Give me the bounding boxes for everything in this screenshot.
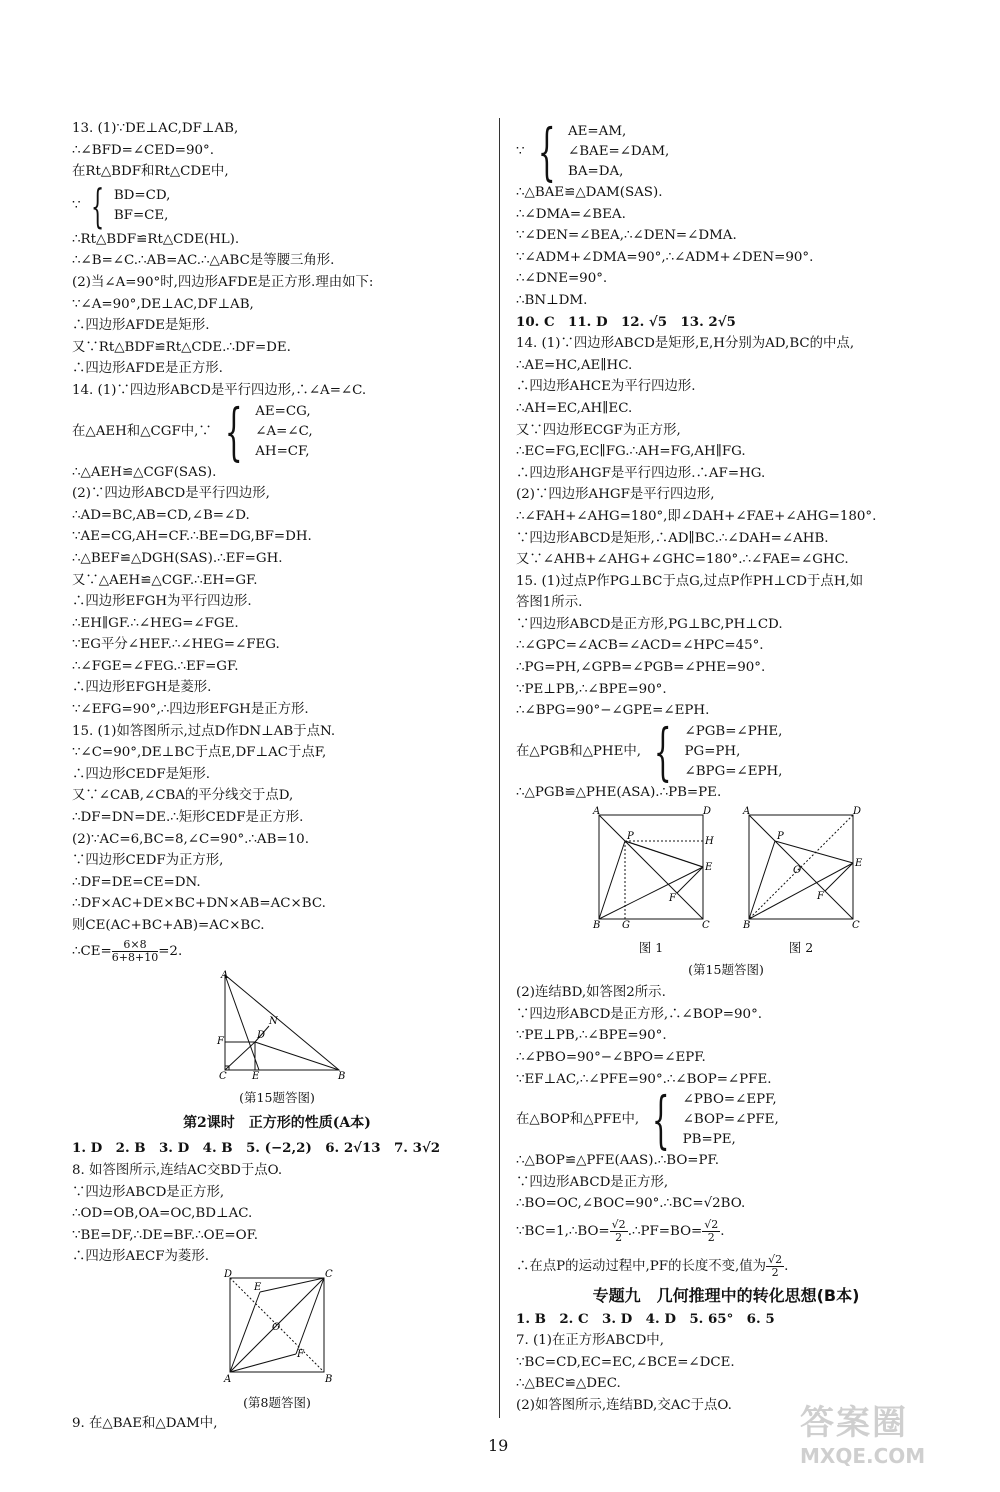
- text-line: ∴AE=HC,AE∥HC.: [516, 357, 633, 373]
- fraction-suffix: =2.: [158, 943, 183, 959]
- fraction-suffix: .: [784, 1258, 789, 1274]
- text-line: ∵∠EFG=90°,∴四边形EFGH是正方形.: [72, 702, 309, 718]
- label-E: E: [705, 862, 713, 874]
- brace-item: ∠PBO=∠EPF,: [682, 1092, 777, 1108]
- label-P: P: [627, 831, 634, 843]
- column-divider: [499, 118, 500, 1418]
- fraction: [766, 1254, 784, 1279]
- brace-item: ∠BOP=∠PFE,: [682, 1112, 779, 1128]
- text-line: (2)∵四边形AHGF是平行四边形,: [516, 487, 715, 503]
- triangle-diagram: [207, 970, 347, 1080]
- text-line: ∵BC=CD,EC=EC,∠BCE=∠DCE.: [516, 1354, 735, 1370]
- label-C: C: [852, 920, 860, 932]
- left-column: [72, 118, 482, 1435]
- text-line: 在Rt△BDF和Rt△CDE中,: [72, 164, 229, 180]
- brace-group: [72, 394, 482, 468]
- figure-15-left: [72, 970, 482, 1109]
- text-line: ∴△AEH≌△CGF(SAS).: [72, 464, 217, 480]
- text-line: ∴∠BPG=90°−∠GPE=∠EPH.: [516, 703, 710, 719]
- square-diagram-1: [591, 806, 714, 932]
- figure-8: [72, 1268, 482, 1413]
- text-line: ∵BE=DF,∴DE=BF.∴OE=OF.: [72, 1227, 259, 1243]
- label-B: B: [593, 920, 601, 932]
- label-D: D: [257, 1029, 266, 1041]
- text-line: ∵四边形CEDF为正方形,: [72, 853, 224, 869]
- text-line: ∴四边形AFDE是正方形.: [72, 361, 223, 377]
- figure-caption: 图 1: [638, 940, 664, 956]
- fraction-denominator: 6+8+10: [111, 950, 159, 964]
- brace-item: ∠A=∠C,: [255, 423, 313, 439]
- text-line: ∴△BAE≌△DAM(SAS).: [516, 185, 663, 200]
- brace-item: BF=CE,: [113, 207, 169, 223]
- label-C: C: [702, 920, 710, 932]
- brace-item: BD=CD,: [113, 187, 171, 203]
- fraction: [112, 939, 158, 964]
- square-diagram-2: [741, 806, 863, 932]
- label-G: G: [622, 920, 630, 932]
- text-line: ∴四边形AECF为菱形.: [72, 1249, 209, 1265]
- text-line: ∴∠PBO=90°−∠BPO=∠EPF.: [516, 1050, 706, 1065]
- text-line: (2)∵AC=6,BC=8,∠C=90°.∴AB=10.: [72, 831, 309, 847]
- text-line: 9. 在△BAE和△DAM中,: [72, 1416, 218, 1432]
- text-line: 15. (1)如答图所示,过点D作DN⊥AB于点N.: [72, 723, 336, 739]
- text-line: (2)∵四边形ABCD是平行四边形,: [72, 486, 270, 502]
- text-line: 13. (1)∵DE⊥AC,DF⊥AB,: [72, 121, 239, 136]
- text-line: ∴四边形EFGH为平行四边形.: [72, 594, 252, 610]
- fraction-denominator: 2: [615, 1230, 623, 1244]
- topic-title: 专题九 几何推理中的转化思想(B本): [592, 1285, 860, 1305]
- fraction-line: [72, 939, 482, 964]
- text-line: 7. (1)在正方形ABCD中,: [516, 1333, 664, 1349]
- figure-1: [591, 806, 714, 958]
- brace-group: [516, 714, 936, 788]
- fraction-prefix: ∴CE=: [72, 943, 112, 959]
- text-line: 14. (1)∵四边形ABCD是矩形,E,H分别为AD,BC的中点,: [516, 336, 855, 352]
- text-line: 又∵∠CAB,∠CBA的平分线交于点D,: [72, 788, 294, 804]
- text-line: ∴四边形CEDF是矩形.: [72, 766, 211, 782]
- label-B: B: [338, 1070, 346, 1082]
- watermark: [800, 1395, 980, 1485]
- label-E: E: [254, 1281, 262, 1293]
- label-O: O: [272, 1321, 281, 1333]
- fraction: [610, 1219, 628, 1244]
- label-F: F: [669, 893, 676, 905]
- text-line: ∴AD=BC,AB=CD,∠B=∠D.: [72, 507, 250, 523]
- label-A: A: [224, 1373, 232, 1385]
- text-line: ∵四边形ABCD是正方形,: [516, 1174, 669, 1190]
- text-line: 则CE(AC+BC+AB)=AC×BC.: [72, 918, 265, 933]
- fraction: [702, 1219, 720, 1244]
- text-line: ∴∠GPC=∠ACB=∠ACD=∠HPC=45°.: [516, 638, 764, 654]
- text-line: 又∵∠AHB+∠AHG+∠GHC=180°.∴∠FAE=∠GHC.: [516, 552, 849, 568]
- text-line: 14. (1)∵四边形ABCD是平行四边形,∴∠A=∠C.: [72, 382, 367, 398]
- brace-item: ∠BAE=∠DAM,: [567, 144, 670, 159]
- fraction-numerator: 6×8: [112, 939, 158, 952]
- q13-block: [72, 118, 482, 380]
- fraction-numerator: √2: [704, 1217, 719, 1231]
- fraction-denominator: 2: [771, 1265, 779, 1279]
- text-line: ∴△BEF≌△DGH(SAS).∴EF=GH.: [72, 550, 283, 566]
- label-E: E: [252, 1070, 260, 1082]
- label-P: P: [777, 831, 784, 843]
- watermark-url: MXQE.COM: [800, 1444, 926, 1468]
- answers-line: 1. B 2. C 3. D 4. D 5. 65° 6. 5: [516, 1310, 775, 1327]
- brace-icon: {: [652, 1083, 670, 1157]
- text-line: ∵EF⊥AC,∴∠PFE=90°.∴∠BOP=∠PFE.: [516, 1071, 772, 1087]
- brace-group: [516, 115, 936, 188]
- brace-item: AH=CF,: [255, 443, 310, 459]
- watermark-logo-text: 答案圈: [800, 1403, 908, 1443]
- label-D: D: [224, 1268, 233, 1280]
- text-line: ∵PE⊥PB,∴∠BPE=90°.: [516, 1028, 667, 1044]
- label-B: B: [325, 1373, 333, 1385]
- right-column: [516, 115, 936, 1417]
- brace-item: ∠PGB=∠PHE,: [684, 723, 783, 739]
- brace-item: PB=PE,: [682, 1132, 736, 1148]
- text-line: ∵∠A=90°,DE⊥AC,DF⊥AB,: [72, 296, 254, 312]
- brace-icon: {: [653, 714, 672, 788]
- text-line: ∴Rt△BDF≌Rt△CDE(HL).: [72, 231, 240, 247]
- brace-icon: {: [224, 394, 243, 468]
- text-line: ∴PG=PH,∠GPB=∠PGB=∠PHE=90°.: [516, 660, 766, 676]
- text-line: ∴四边形EFGH是菱形.: [72, 680, 212, 696]
- label-A: A: [743, 806, 751, 818]
- label-A: A: [221, 969, 229, 981]
- figure-caption: (第8题答图): [243, 1394, 311, 1410]
- figure-2: [741, 807, 861, 958]
- text-line: ∴EC=FG,EC∥FG.∴AH=FG,AH∥FG.: [516, 444, 746, 460]
- text-line: ∵四边形ABCD是正方形,PG⊥BC,PH⊥CD.: [516, 616, 783, 632]
- text-line: ∴∠FGE=∠FEG.∴EF=GF.: [72, 658, 239, 674]
- fraction-numerator: √2: [611, 1217, 626, 1231]
- brace-item: ∠BPG=∠EPH,: [684, 763, 783, 779]
- brace-icon: {: [90, 178, 104, 233]
- brace-group: [516, 1083, 936, 1157]
- text-line: ∴四边形AHCE为平行四边形.: [516, 379, 696, 395]
- answers-line: 10. C 11. D 12. √5 13. 2√5: [516, 313, 736, 330]
- figure-caption: (第15题答图): [688, 961, 764, 977]
- label-O: O: [793, 865, 802, 877]
- brace-group: [72, 178, 482, 233]
- text-line: ∴∠BFD=∠CED=90°.: [72, 142, 215, 158]
- square-diagram: [222, 1268, 333, 1385]
- text-line: ∵AE=CG,AH=CF.∴BE=DG,BF=DH.: [72, 529, 312, 545]
- text-line: 又∵△AEH≌△CGF.∴EH=GF.: [72, 572, 258, 588]
- brace-item: AE=CG,: [255, 403, 311, 419]
- text-line: ∴四边形AHGF是平行四边形.∴AF=HG.: [516, 465, 766, 481]
- text-line: ∴DF=DN=DE.∴矩形CEDF是正方形.: [72, 810, 304, 826]
- text-line: (2)连结BD,如答图2所示.: [516, 985, 666, 1001]
- answers-line: 1. D 2. B 3. D 4. B 5. (−2,2) 6. 2√13 7. 3√2: [72, 1140, 441, 1157]
- fraction-middle: .∴PF=BO=: [627, 1223, 703, 1239]
- brace-prefix: 在△PGB和△PHE中,: [516, 744, 642, 760]
- figure-caption: 图 2: [788, 940, 814, 956]
- label-D: D: [853, 806, 862, 818]
- text-line: ∴∠FAH+∠AHG=180°,即∠DAH+∠FAE+∠AHG=180°.: [516, 508, 877, 524]
- brace-icon: {: [537, 115, 556, 188]
- label-F: F: [297, 1348, 304, 1360]
- label-E: E: [855, 858, 863, 870]
- text-line: 答图1所示.: [516, 595, 583, 611]
- fraction-line: [516, 1254, 936, 1279]
- label-C: C: [325, 1268, 333, 1280]
- brace-prefix: 在△AEH和△CGF中,∵: [72, 423, 212, 439]
- text-line: ∵EG平分∠HEF.∴∠HEG=∠FEG.: [72, 637, 280, 653]
- label-A: A: [593, 806, 601, 818]
- text-line: ∴△BOP≌△PFE(AAS).∴BO=PF.: [516, 1153, 719, 1169]
- text-line: ∵四边形ABCD是正方形,: [72, 1184, 225, 1200]
- text-line: 又∵Rt△BDF≌Rt△CDE.∴DF=DE.: [72, 339, 291, 355]
- text-line: ∴四边形AFDE是矩形.: [72, 318, 210, 334]
- label-C: C: [219, 1070, 227, 1082]
- brace-prefix: 在△BOP和△PFE中,: [516, 1112, 640, 1128]
- label-B: B: [743, 920, 751, 932]
- text-line: 8. 如答图所示,连结AC交BD于点O.: [72, 1162, 283, 1178]
- brace-item: BA=DA,: [567, 164, 624, 179]
- label-H: H: [705, 836, 714, 848]
- figure-15-right: [516, 807, 936, 958]
- text-line: ∴∠B=∠C.∴AB=AC.∴△ABC是等腰三角形.: [72, 253, 335, 269]
- fraction-prefix: ∴在点P的运动过程中,PF的长度不变,值为: [516, 1258, 767, 1274]
- text-line: ∵四边形ABCD是矩形,∴AD∥BC.∴∠DAH=∠AHB.: [516, 530, 829, 546]
- text-line: (2)如答图所示,连结BD,交AC于点O.: [516, 1397, 732, 1413]
- text-line: ∴∠DMA=∠BEA.: [516, 206, 626, 222]
- text-line: ∴BN⊥DM.: [516, 292, 588, 308]
- text-line: ∵PE⊥PB,∴∠BPE=90°.: [516, 681, 667, 697]
- text-line: ∵∠DEN=∠BEA,∴∠DEN=∠DMA.: [516, 228, 737, 244]
- text-line: ∵∠ADM+∠DMA=90°,∴∠ADM+∠DEN=90°.: [516, 249, 814, 265]
- label-D: D: [703, 806, 712, 818]
- label-N: N: [269, 1015, 278, 1027]
- fraction-numerator: √2: [768, 1252, 783, 1266]
- fraction-denominator: 2: [707, 1230, 715, 1244]
- figure-caption: (第15题答图): [239, 1090, 315, 1106]
- text-line: ∴BO=OC,∠BOC=90°.∴BC=√2BO.: [516, 1196, 746, 1212]
- q14-block: [72, 380, 482, 964]
- fraction-line: [516, 1219, 936, 1244]
- text-line: ∴△PGB≌△PHE(ASA).∴PB=PE.: [516, 784, 722, 800]
- label-F: F: [817, 891, 824, 903]
- text-line: ∴AH=EC,AH∥EC.: [516, 400, 633, 416]
- brace-item: PG=PH,: [684, 743, 741, 759]
- text-line: ∵四边形ABCD是正方形,∴∠BOP=90°.: [516, 1006, 763, 1022]
- text-line: ∴OD=OB,OA=OC,BD⊥AC.: [72, 1206, 253, 1222]
- brace-item: AE=AM,: [567, 124, 627, 139]
- label-F: F: [217, 1035, 224, 1047]
- page-number: 19: [488, 1436, 509, 1455]
- text-line: ∴△BEC≌△DEC.: [516, 1376, 621, 1392]
- text-line: (2)当∠A=90°时,四边形AFDE是正方形.理由如下:: [72, 274, 374, 290]
- text-line: ∴DF×AC+DE×BC+DN×AB=AC×BC.: [72, 896, 326, 912]
- section-title: 第2课时 正方形的性质(A本): [183, 1114, 371, 1131]
- text-line: ∵∠C=90°,DE⊥BC于点E,DF⊥AC于点F,: [72, 745, 327, 761]
- text-line: 15. (1)过点P作PG⊥BC于点G,过点P作PH⊥CD于点H,如: [516, 573, 864, 589]
- fraction-prefix: ∵BC=1,∴BO=: [516, 1223, 610, 1239]
- therefore-symbol: ∵: [72, 197, 81, 213]
- text-line: ∴EH∥GF.∴∠HEG=∠FGE.: [72, 615, 239, 631]
- text-line: ∴DF=DE=CE=DN.: [72, 874, 201, 890]
- text-line: 又∵四边形ECGF为正方形,: [516, 422, 681, 438]
- text-line: ∴∠DNE=90°.: [516, 271, 608, 287]
- fraction-suffix: .: [720, 1223, 725, 1239]
- brace-prefix: ∵: [516, 144, 525, 160]
